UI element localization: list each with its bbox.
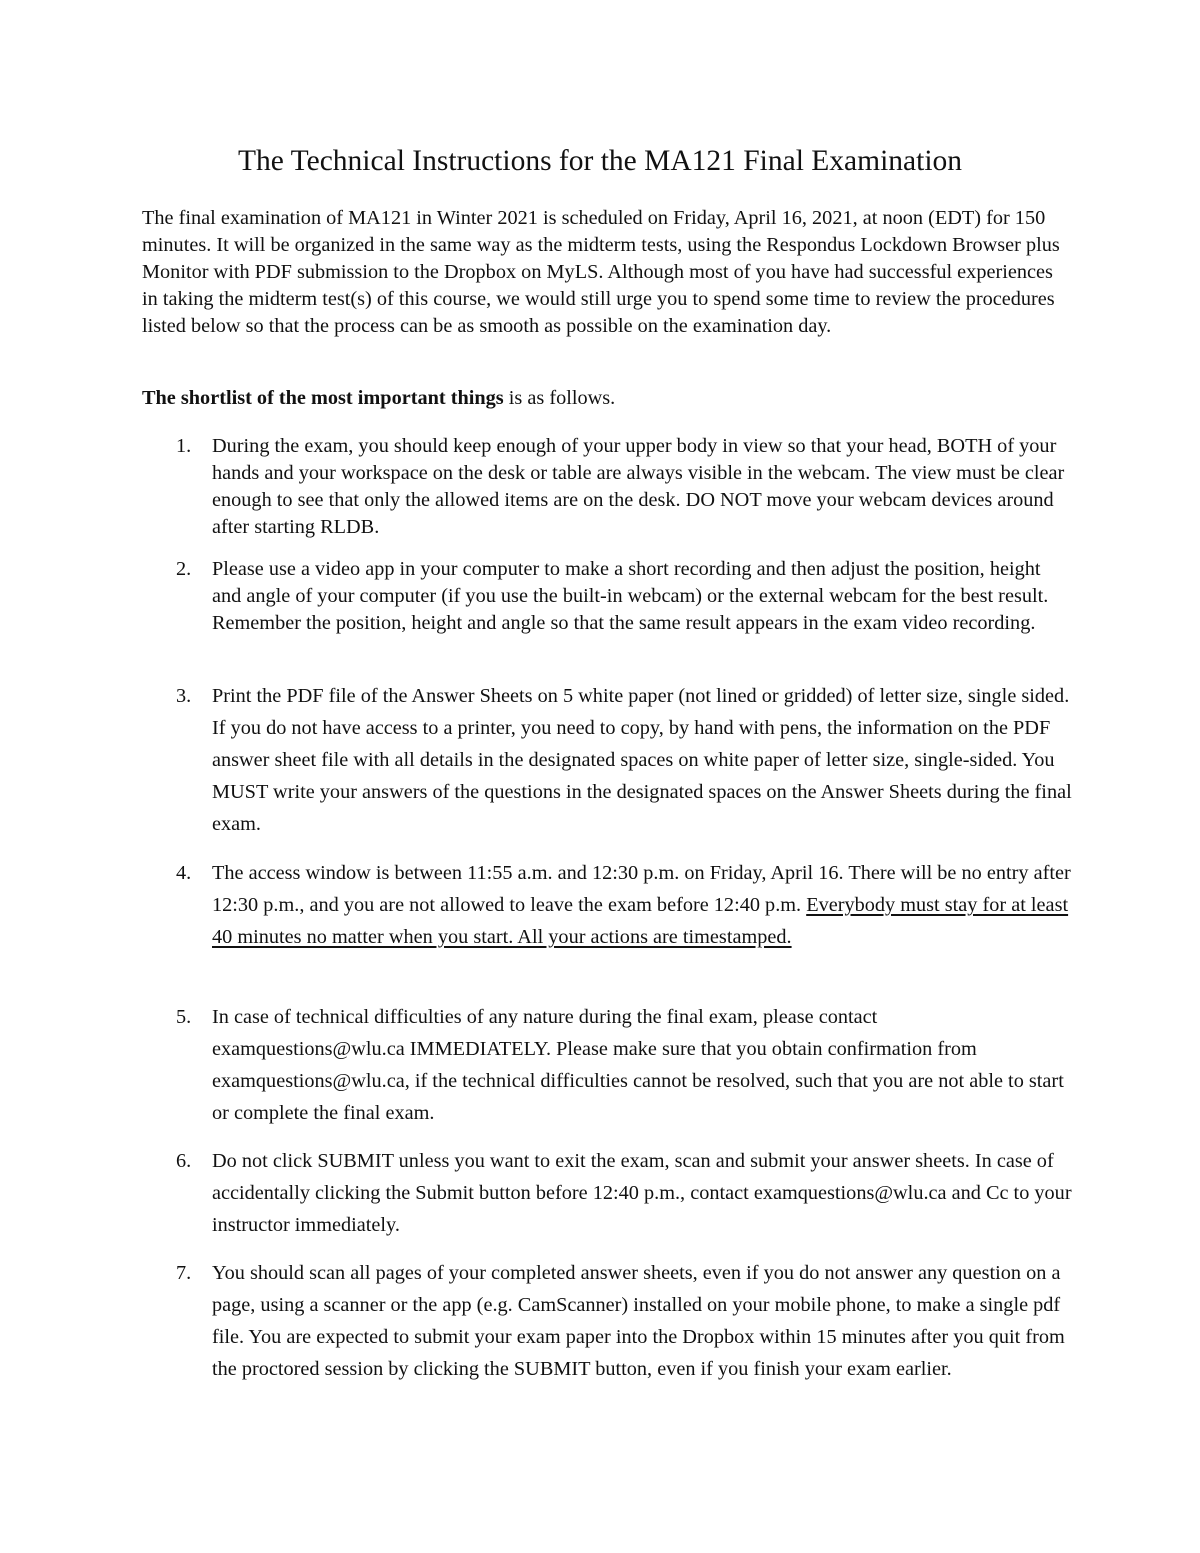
page-title: The Technical Instructions for the MA121 Final Examination xyxy=(237,145,963,177)
list-item-text xyxy=(212,857,1072,953)
shortlist-bold: The shortlist of the most important things xyxy=(142,387,504,409)
list-item-number: 2. xyxy=(176,558,192,580)
list-item-text: Please use a video app in your computer to make a short recording and then adjust the position, height and angle of your computer (if you use the built-in webcam) or the external webcam for the best result. Remember the position, height and angle so that the same result appears in the exam video recording. xyxy=(212,558,1049,634)
list-item-number: 5. xyxy=(176,1006,192,1028)
shortlist-heading xyxy=(142,385,1072,412)
list-item-text: In case of technical difficulties of any nature during the final exam, please contact examquestions@wlu.ca IMMEDIATELY. Please make sure that you obtain confirmation from examquestions@wlu.ca, if the technical difficulties cannot be resolved, such that you are not able to start or complete the final exam. xyxy=(212,1006,1064,1124)
list-item-number: 4. xyxy=(176,862,192,884)
list-item-text: Print the PDF file of the Answer Sheets on 5 white paper (not lined or gridded) of letter size, single sided. If you do not have access to a printer, you need to copy, by hand with pens, the information on the PDF answer sheet file with all details in the designated spaces on white paper of letter size, single-sided. You MUST write your answers of the questions in the designated spaces on the Answer Sheets during the final exam. xyxy=(212,685,1072,835)
list-item-number: 1. xyxy=(176,435,192,457)
list-item-number: 3. xyxy=(176,685,192,707)
list-item-text: During the exam, you should keep enough of your upper body in view so that your head, BOTH of your hands and your workspace on the desk or table are always visible in the webcam. The view must be clear enough to see that only the allowed items are on the desk. DO NOT move your webcam devices around after starting RLDB. xyxy=(212,435,1065,538)
list-item-text: Do not click SUBMIT unless you want to exit the exam, scan and submit your answer sheets. In case of accidentally clicking the Submit button before 12:40 p.m., contact examquestions@wlu.ca and Cc to your instructor immediately. xyxy=(212,1150,1072,1236)
list-item-text: You should scan all pages of your completed answer sheets, even if you do not answer any question on a page, using a scanner or the app (e.g. CamScanner) installed on your mobile phone, to make a single pdf file. You are expected to submit your exam paper into the Dropbox within 15 minutes after you quit from the proctored session by clicking the SUBMIT button, even if you finish your exam earlier. xyxy=(212,1262,1065,1380)
list-item-text-plain: The access window is between 11:55 a.m. and 12:30 p.m. on Friday, April 16. There will be no entry after 12:30 p.m., and you are not allowed to leave the exam before 12:40 p.m. xyxy=(212,862,1071,916)
underlined-notice: Everybody must stay for at least 40 minutes no matter when you start. All your actions are timestamped. xyxy=(212,894,1069,948)
list-item-number: 7. xyxy=(176,1262,192,1284)
list-item-number: 6. xyxy=(176,1150,192,1172)
shortlist-rest: is as follows. xyxy=(503,387,616,409)
intro-paragraph: The final examination of MA121 in Winter 2021 is scheduled on Friday, April 16, 2021, at noon (EDT) for 150 minutes. It will be organized in the same way as the midterm tests, using the Respondus Lockdown Browser plus Monitor with PDF submission to the Dropbox on MyLS. Although most of you have had successful experiences in taking the midterm test(s) of this course, we would still urge you to spend some time to review the procedures listed below so that the process can be as smooth as possible on the examination day. xyxy=(142,207,1060,337)
